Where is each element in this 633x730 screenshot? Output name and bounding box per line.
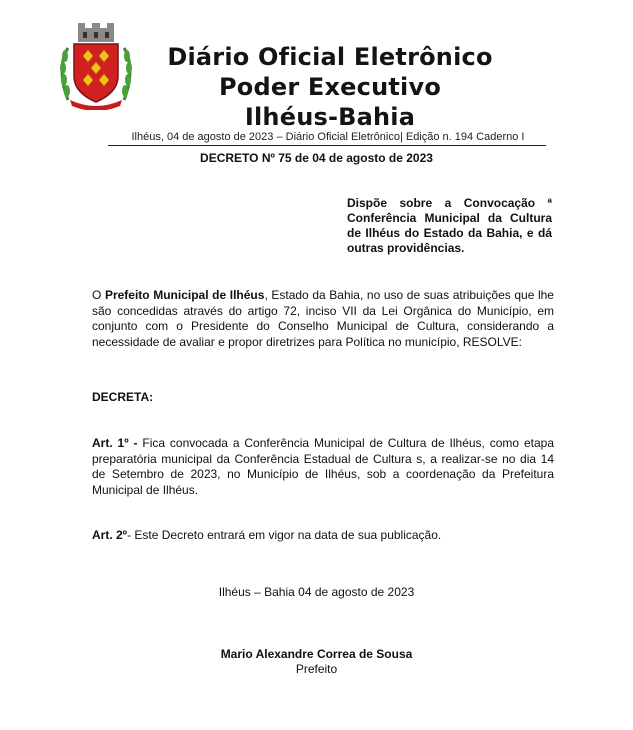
preamble-prefix: O bbox=[92, 288, 105, 302]
preamble-authority: Prefeito Municipal de Ilhéus bbox=[104, 288, 265, 302]
signature-block bbox=[0, 647, 633, 677]
place-and-date: Ilhéus – Bahia 04 de agosto de 2023 bbox=[218, 585, 415, 599]
decree-ementa: Dispõe sobre a Convocação ª Conferência Municipal da Cultura de Ilhéus do Estado da Bahia, e dá outras providências. bbox=[347, 196, 552, 255]
decree-title: DECRETO Nº 75 de 04 de agosto de 2023 bbox=[200, 151, 433, 165]
title-line-3: Ilhéus-Bahia bbox=[244, 103, 416, 131]
signer-name: Mario Alexandre Correa de Sousa bbox=[220, 647, 413, 661]
article-1-text: Fica convocada a Conferência Municipal de Cultura de Ilhéus, como etapa preparatória municipal da Conferência Estadual de Cultura s, a realizar-se no dia 14 de Setembro de 2023, no Município de Ilhéus, sob a coordenação da Prefeitura Municipal de Ilhéus. bbox=[92, 436, 555, 497]
coat-of-arms-icon bbox=[58, 20, 134, 110]
edition-line: Ilhéus, 04 de agosto de 2023 – Diário Oficial Eletrônico| Edição n. 194 Caderno I bbox=[131, 131, 525, 143]
article-2-label: Art. 2º bbox=[92, 528, 128, 542]
title-line-2: Poder Executivo bbox=[218, 73, 442, 101]
masthead-title bbox=[130, 42, 530, 132]
article-2 bbox=[92, 528, 554, 544]
preamble-paragraph bbox=[92, 288, 554, 350]
signer-role: Prefeito bbox=[295, 662, 338, 676]
article-1 bbox=[92, 436, 554, 498]
article-1-label: Art. 1º - bbox=[92, 436, 138, 450]
title-line-1: Diário Oficial Eletrônico bbox=[167, 43, 493, 71]
decreta-heading: DECRETA: bbox=[92, 390, 154, 404]
header-divider bbox=[108, 145, 546, 146]
preamble-text: , Estado da Bahia, no uso de suas atribuições que lhe são concedidas através do artigo 72, inciso VII da Lei Orgânica do Município, em conjunto com o Presidente do Conselho Municipal de Cultura, considerando a necessidade de avaliar e propor diretrizes para Política no município, RESOLVE: bbox=[92, 288, 554, 349]
article-2-text: - Este Decreto entrará em vigor na data de sua publicação. bbox=[127, 528, 442, 542]
